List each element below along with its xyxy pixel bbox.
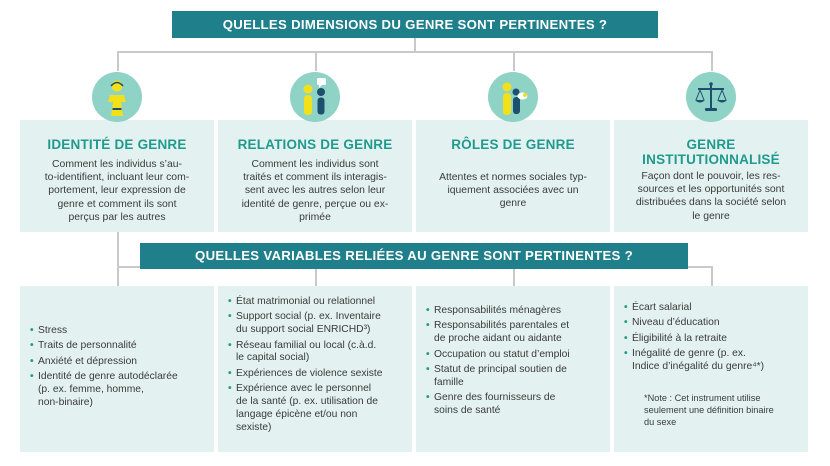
top-connector-drop-3 [513, 51, 515, 71]
variables-list [434, 305, 604, 420]
mid-connector-drop-1 [117, 232, 119, 286]
dimensions-banner [172, 11, 658, 38]
top-connector-horizontal [117, 51, 713, 53]
roles-circle [488, 72, 538, 122]
dimension-title: GENRE INSTITUTIONNALISÉ [642, 137, 780, 167]
dimensions-banner-title: QUELLES DIMENSIONS DU GENRE SONT PERTINENTES ? [222, 17, 608, 32]
dimension-card-institutionnalise [614, 120, 808, 232]
dimension-title: RELATIONS DE GENRE [237, 137, 393, 152]
dimension-description: Comment les individus s’au- to-identifient, incluant leur com- portement, leur expression de genre et comment ils sont perçus par les autres [44, 159, 190, 223]
list-item: • Support social (p. ex. Inventaire du support social ENRICHD³) [236, 311, 406, 337]
dimension-title: IDENTITÉ DE GENRE [47, 137, 187, 152]
list-item: • Responsabilités parentales et de proche aidant ou aidante [434, 320, 604, 346]
scales-icon [686, 72, 736, 122]
list-item: • Expérience avec le personnel de la santé (p. ex. utilisation de langage épicène et/ou non sexiste) [236, 383, 406, 434]
dimension-card-relations [218, 120, 412, 232]
variables-banner-title: QUELLES VARIABLES RELIÉES AU GENRE SONT PERTINENTES ? [195, 248, 633, 263]
variables-list [38, 325, 208, 412]
dimension-title: RÔLES DE GENRE [451, 137, 575, 152]
list-item: • Genre des fournisseurs de soins de santé [434, 392, 604, 418]
list-item: • État matrimonial ou relationnel [236, 296, 406, 309]
dimension-card-roles [416, 120, 610, 232]
variables-list [632, 302, 802, 376]
list-item: • Niveau d’éducation [632, 317, 802, 330]
variables-list [236, 296, 406, 437]
dimension-card-identite [20, 120, 214, 232]
list-item: • Réseau familial ou local (c.à.d. le capital social) [236, 340, 406, 366]
list-item: • Responsabilités ménagères [434, 305, 604, 318]
mid-connector-drop-3 [513, 266, 515, 286]
top-connector-drop-1 [117, 51, 119, 71]
mid-connector-drop-2 [315, 266, 317, 286]
caregiver-icon [488, 72, 538, 122]
variables-card-2 [218, 286, 412, 452]
two-people-speech-icon [290, 72, 340, 122]
mid-connector-drop-4 [711, 266, 713, 286]
institutional-circle [686, 72, 736, 122]
list-item: • Anxiété et dépression [38, 356, 208, 369]
variables-card-1 [20, 286, 214, 452]
list-item: • Éligibilité à la retraite [632, 333, 802, 346]
dimension-description: Attentes et normes sociales typ- iquement associées avec un genre [439, 172, 587, 210]
note-text: *Note : Cet instrument utilise seulement une définition binaire du sexe [644, 393, 774, 427]
dimension-description: Façon dont le pouvoir, les res- sources et les opportunités sont distribuées dans la société selon le genre [635, 171, 787, 222]
top-connector-drop-4 [711, 51, 713, 71]
list-item: • Inégalité de genre (p. ex. Indice d’inégalité du genre⁴*) [632, 348, 802, 374]
identity-circle [92, 72, 142, 122]
list-item: • Identité de genre autodéclarée (p. ex. femme, homme, non-binaire) [38, 371, 208, 409]
list-item: • Traits de personnalité [38, 340, 208, 353]
list-item: • Stress [38, 325, 208, 338]
person-icon [92, 72, 142, 122]
variables-banner [140, 243, 688, 269]
list-item: • Occupation ou statut d’emploi [434, 349, 604, 362]
variables-card-4 [614, 286, 808, 452]
variables-card-3 [416, 286, 610, 452]
list-item: • Écart salarial [632, 302, 802, 315]
top-connector-stem [414, 38, 416, 52]
list-item: • Expériences de violence sexiste [236, 368, 406, 381]
list-item: • Statut de principal soutien de famille [434, 364, 604, 390]
top-connector-drop-2 [315, 51, 317, 71]
relations-circle [290, 72, 340, 122]
dimension-description: Comment les individus sont traités et comment ils interagis- sent avec les autres selon leur identité de genre, perçue ou ex- primée [241, 159, 389, 223]
